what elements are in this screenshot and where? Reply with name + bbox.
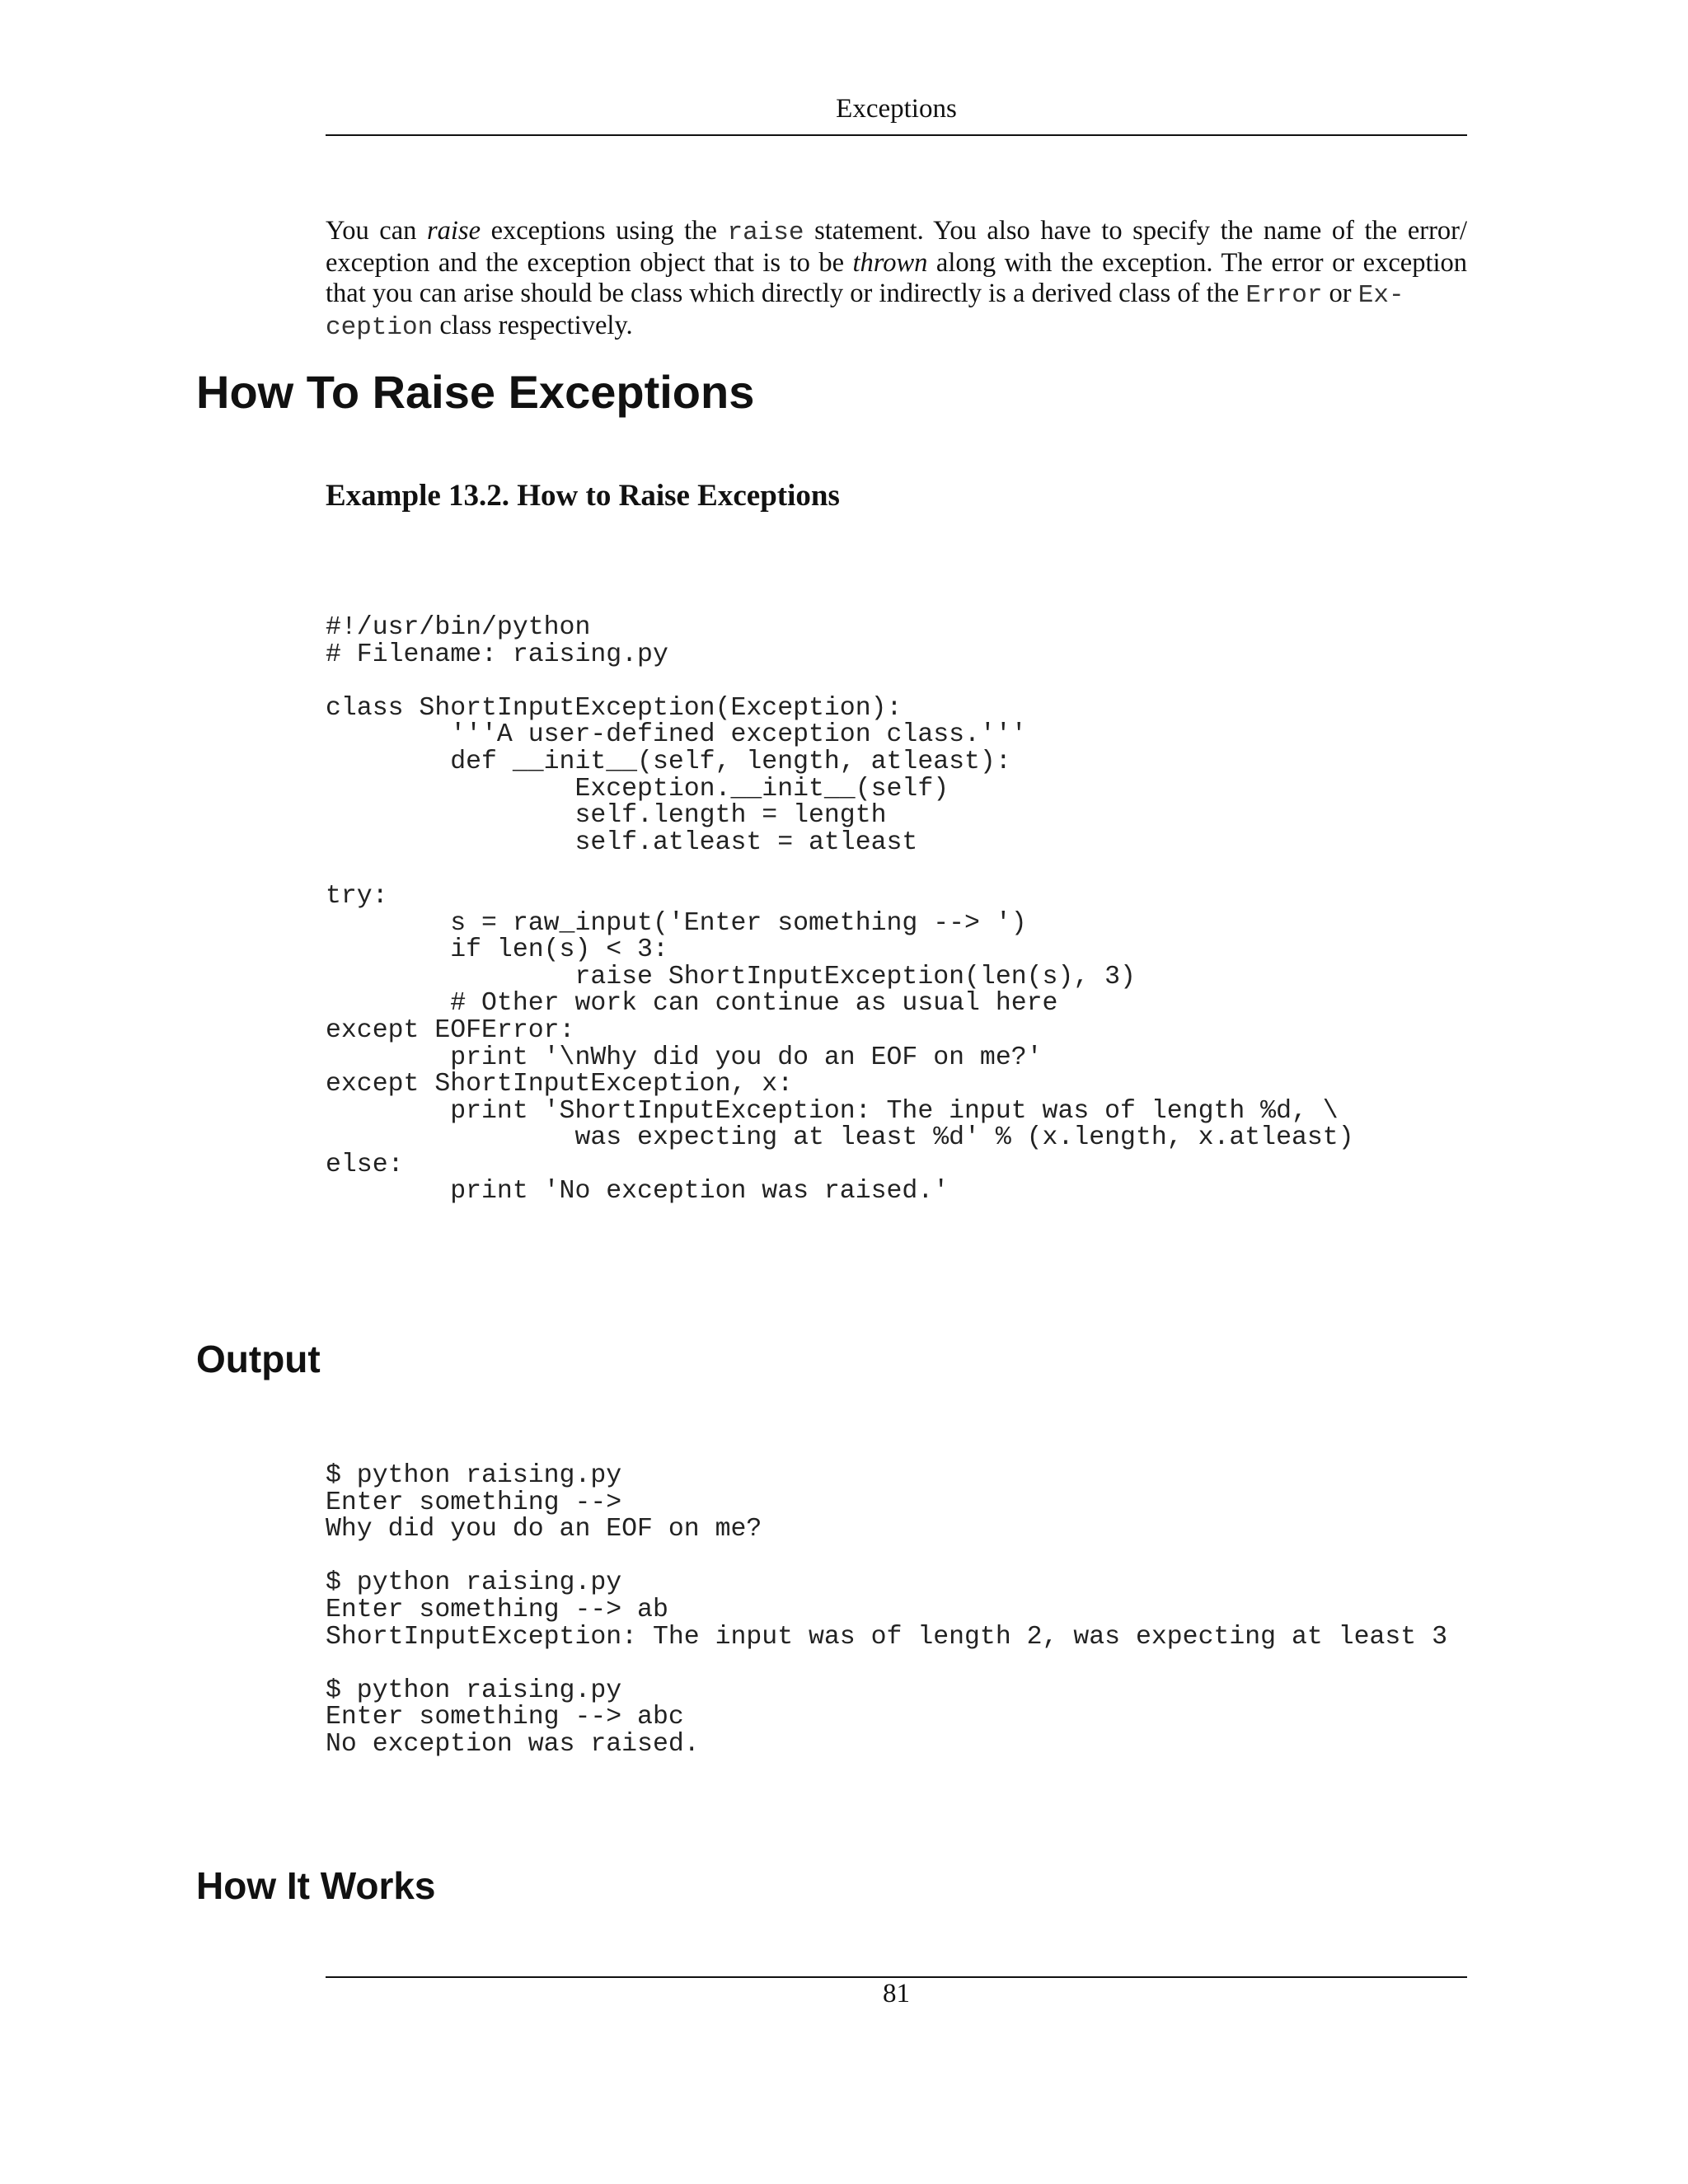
source-code-listing: #!/usr/bin/python # Filename: raising.py class ShortInputException(Exception): '''A user-defined exception class.''' def __init__(self, length, atleast): Exception.__init__(self) self.length = length self.atleast = atleast try: s = raw_input('Enter something --> ') if len(s) < 3: raise ShortInputException(len(s), 3) # Other work can continue as usual here except EOFError: print '\nWhy did you do an EOF on me?' except ShortInputException, x: print 'ShortInputException: The input was of length %d, \ was expecting at least %d' % (x.length, x.atleast) else: print 'No exception was raised.': [326, 613, 1354, 1207]
running-header: Exceptions: [836, 94, 957, 124]
footer-rule: [326, 1976, 1467, 1978]
intro-text: class respectively.: [433, 311, 633, 340]
inline-code-error: Error: [1245, 281, 1323, 310]
intro-text: You can: [326, 216, 427, 246]
intro-paragraph: [326, 216, 1467, 343]
intro-text: exceptions using the: [481, 216, 728, 246]
intro-text: along with the exception. The error or exception that you can arise should be class which directly or indirectly is a derived class of the: [326, 248, 1468, 308]
intro-emphasis-thrown: thrown: [852, 248, 928, 278]
inline-code-raise: raise: [727, 218, 804, 247]
program-output-listing: $ python raising.py Enter something --> Why did you do an EOF on me? $ python raising.py Enter something --> ab ShortInputException: The input was of length 2, was expecting at least 3 $ python raising.py Enter something --> abc No exception was raised.: [326, 1461, 1448, 1759]
header-rule: [326, 134, 1467, 136]
example-title: Example 13.2. How to Raise Exceptions: [326, 479, 840, 513]
page-number: 81: [883, 1979, 910, 2008]
intro-text: or: [1322, 279, 1358, 308]
output-heading: Output: [196, 1338, 321, 1380]
section-heading: How To Raise Exceptions: [196, 366, 755, 418]
how-it-works-heading: How It Works: [196, 1864, 436, 1907]
intro-emphasis-raise: raise: [427, 216, 481, 246]
intro-text: statement. You also have to specify the name of the error/ exception and the exception object that is to be: [326, 216, 1467, 278]
inline-code-exception: Ex- ception: [326, 281, 1404, 342]
